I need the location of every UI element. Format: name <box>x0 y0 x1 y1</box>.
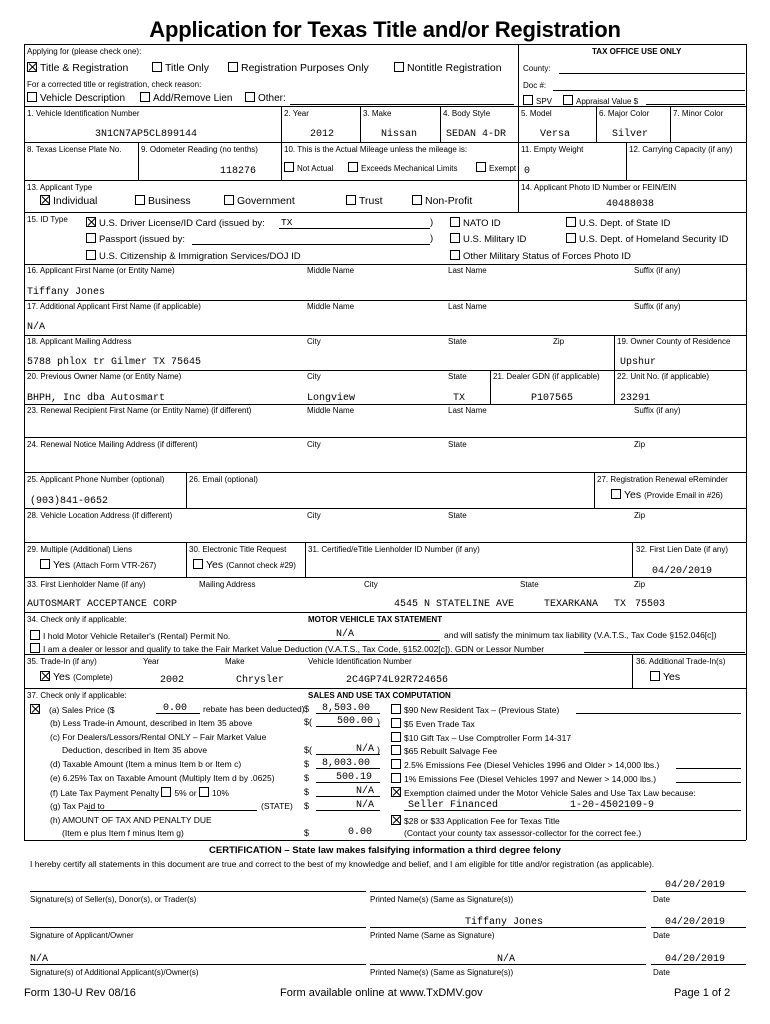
dollar-f: $ <box>304 787 310 797</box>
tax-paid-to-text: (g) Tax Paid to <box>50 801 105 811</box>
exceeds-option[interactable]: Exceeds Mechanical Limits <box>348 162 457 173</box>
new-resident-tax-option[interactable]: $90 New Resident Tax – (Previous State) <box>391 704 559 715</box>
fair-market-value-value[interactable]: N/A <box>356 744 375 755</box>
exemption-number-value[interactable]: 1-20-4502109-9 <box>570 800 655 811</box>
date-3-value[interactable]: 04/20/2019 <box>665 954 726 965</box>
checkbox-icon <box>450 250 460 260</box>
state-label: State <box>448 337 467 346</box>
checkbox-icon <box>348 162 358 172</box>
photo-id-label: 14. Applicant Photo ID Number or FEIN/EIN <box>521 183 677 192</box>
trade-in-yes-option[interactable]: Yes (Complete) <box>40 671 113 683</box>
trade-in-year-value[interactable]: 2002 <box>160 675 185 686</box>
trade-in-make-value[interactable]: Chrysler <box>236 675 285 686</box>
fair-market-value-text: (c) For Dealers/Lessors/Rental ONLY – Fair Market Value <box>50 732 267 742</box>
unit-no-value[interactable]: 23291 <box>620 393 651 404</box>
taxable-amount-text: (d) Taxable Amount (Item a minus Item b or Item c) <box>50 759 242 769</box>
empty-weight-label: 11. Empty Weight <box>521 145 584 154</box>
other-military-option[interactable]: Other Military Status of Forces Photo ID <box>450 250 631 262</box>
tax-paid-value[interactable]: N/A <box>356 800 375 811</box>
previous-owner-state-value[interactable]: TX <box>453 393 466 404</box>
dollar-e: $ <box>304 773 310 783</box>
dl-close-paren: ) <box>430 217 434 228</box>
tax-office-header: TAX OFFICE USE ONLY <box>592 47 682 56</box>
minor-color-label: 7. Minor Color <box>673 109 724 118</box>
checkbox-icon <box>30 630 40 640</box>
sales-price-value[interactable]: 8,503.00 <box>322 703 371 714</box>
appraisal-option[interactable]: Appraisal Value $ <box>563 95 638 106</box>
lienholder-state-label: State <box>520 580 539 589</box>
lienholder-value[interactable]: AUTOSMART ACCEPTANCE CORP <box>27 599 178 610</box>
dollar-c: $( <box>304 745 313 755</box>
tax-office-doc: Doc #: <box>523 81 547 90</box>
form-number: Form 130-U Rev 08/16 <box>24 987 136 999</box>
renewal-city-label: City <box>307 440 321 449</box>
location-zip-label: Zip <box>634 511 646 520</box>
nontitle-registration-option[interactable]: Nontitle Registration <box>394 62 502 74</box>
tax-value[interactable]: 500.19 <box>336 772 373 783</box>
checkbox-icon <box>228 62 238 72</box>
nonprofit-option[interactable]: Non-Profit <box>412 195 472 207</box>
exemption-reason-value[interactable]: Seller Financed <box>408 800 499 811</box>
applicant-printed-label: Printed Name (Same as Signature) <box>370 931 495 940</box>
last-name-label: Last Name <box>448 266 487 275</box>
rparen-c: ) <box>377 745 380 755</box>
year-label: 2. Year <box>284 109 309 118</box>
checkbox-icon <box>135 195 145 205</box>
first-lien-date-value[interactable]: 04/20/2019 <box>652 566 713 577</box>
tax-paid-state-label: (STATE) <box>261 801 293 811</box>
previous-owner-city-label: City <box>307 372 321 381</box>
first-lien-date-label: 32. First Lien Date (if any) <box>636 545 729 554</box>
city-label: City <box>307 337 321 346</box>
trade-in-make-label: Make <box>225 657 245 666</box>
odometer-value[interactable]: 118276 <box>220 166 257 177</box>
vin-value[interactable]: 3N1CN7AP5CL899144 <box>95 129 198 140</box>
first-name-label: 16. Applicant First Name (or Entity Name) <box>27 266 175 275</box>
tax-on-taxable-text: (e) 6.25% Tax on Taxable Amount (Multiply Item d by .0625) <box>50 773 275 783</box>
checkbox-icon <box>284 162 294 172</box>
checkbox-icon <box>391 732 401 742</box>
year-value[interactable]: 2012 <box>310 129 335 140</box>
checkbox-icon <box>30 643 40 653</box>
lienholder-label: 33. First Lienholder Name (if any) <box>27 580 146 589</box>
checkbox-icon <box>450 233 460 243</box>
amount-due-value[interactable]: 0.00 <box>348 827 373 838</box>
multiple-liens-yes-option[interactable]: Yes (Attach Form VTR-267) <box>40 559 156 571</box>
model-label: 5. Model <box>521 109 552 118</box>
rparen-b: ) <box>377 717 380 727</box>
dealer-gdn-value[interactable]: P107565 <box>531 393 574 404</box>
body-style-label: 4. Body Style <box>443 109 491 118</box>
checkbox-icon <box>86 250 96 260</box>
lienholder-zip-value[interactable]: 75503 <box>635 599 666 610</box>
checkbox-icon <box>391 704 401 714</box>
checked-checkbox-icon <box>86 217 96 227</box>
electronic-title-yes-option[interactable]: Yes (Cannot check #29) <box>193 559 296 571</box>
rebate-value[interactable]: 0.00 <box>163 703 188 714</box>
trade-in-label: 35. Trade-In (if any) <box>27 657 97 666</box>
lienholder-city-label: City <box>364 580 378 589</box>
id-type-label: 15. ID Type <box>27 215 68 224</box>
even-trade-tax-option[interactable]: $5 Even Trade Tax <box>391 718 475 729</box>
retailer-permit-option[interactable]: I hold Motor Vehicle Retailer's (Rental) Permit No. <box>30 630 230 641</box>
exemption-option[interactable]: Exemption claimed under the Motor Vehicle Sales and Use Tax Law because: <box>391 787 696 798</box>
exempt-option[interactable]: Exempt <box>476 162 516 173</box>
citizenship-option[interactable]: U.S. Citizenship & Immigration Services/DOJ ID <box>86 250 301 262</box>
sales-price-option[interactable]: (a) Sales Price ($ <box>30 704 115 715</box>
last-name-label-2: Last Name <box>448 302 487 311</box>
sales-check-label: 37. Check only if applicable: <box>27 691 127 700</box>
amount-due-formula-text: (Item e plus Item f minus Item g) <box>62 828 184 838</box>
zip-label: Zip <box>553 337 565 346</box>
dl-option[interactable]: U.S. Driver License/ID Card (issued by: <box>86 217 265 229</box>
vehicle-location-label: 28. Vehicle Location Address (if different) <box>27 511 173 520</box>
vin-label: 1. Vehicle Identification Number <box>27 109 140 118</box>
checkbox-icon <box>391 759 401 769</box>
page-number: Page 1 of 2 <box>674 987 731 999</box>
multiple-liens-label: 29. Multiple (Additional) Liens <box>27 545 132 554</box>
registration-purposes-option[interactable]: Registration Purposes Only <box>228 62 369 74</box>
lienholder-address-value[interactable]: 4545 N STATELINE AVE <box>394 599 515 610</box>
checkbox-icon[interactable] <box>161 787 171 797</box>
additional-signature-label: Signature(s) of Additional Applicant(s)/Owner(s) <box>30 968 199 977</box>
amount-due-text: (h) AMOUNT OF TAX AND PENALTY DUE <box>50 815 212 825</box>
checked-checkbox-icon <box>391 787 401 797</box>
phone-label: 25. Applicant Phone Number (optional) <box>27 475 165 484</box>
gift-tax-option[interactable]: $10 Gift Tax – Use Comptroller Form 14-317 <box>391 732 571 743</box>
checkbox-icon <box>391 745 401 755</box>
unit-no-label: 22. Unit No. (if applicable) <box>617 372 710 381</box>
photo-id-value[interactable]: 40488038 <box>606 199 655 210</box>
dealer-lessor-option[interactable]: I am a dealer or lessor and qualify to take the Fair Market Value Deduction (V.A.T.S., Tax Code, §152.002[c]). GDN or Lessor Number <box>30 643 544 654</box>
checkbox-icon <box>140 92 150 102</box>
suffix-label-2: Suffix (if any) <box>634 302 681 311</box>
additional-applicant-label: 17. Additional Applicant First Name (if applicable) <box>27 302 201 311</box>
renewal-last-name-label: Last Name <box>448 406 487 415</box>
checkbox-icon <box>224 195 234 205</box>
date-3-label: Date <box>653 968 670 977</box>
taxable-amount-value[interactable]: 8,003.00 <box>322 758 371 769</box>
renewal-zip-label: Zip <box>634 440 646 449</box>
lienholder-mailing-label: Mailing Address <box>199 580 256 589</box>
checkbox-icon[interactable] <box>199 787 209 797</box>
late-penalty-value[interactable]: N/A <box>356 786 375 797</box>
homeland-option[interactable]: U.S. Dept. of Homeland Security ID <box>566 233 728 245</box>
state-dept-option[interactable]: U.S. Dept. of State ID <box>566 217 670 229</box>
rebuilt-salvage-option[interactable]: $65 Rebuilt Salvage Fee <box>391 745 497 756</box>
additional-signature-value[interactable]: N/A <box>30 954 49 965</box>
model-value[interactable]: Versa <box>540 129 571 140</box>
vehicle-description-option[interactable]: Vehicle Description <box>27 92 125 104</box>
minimum-tax-text: and will satisfy the minimum tax liability (V.A.T.S., Tax Code §152.046[c]) <box>444 630 717 640</box>
business-option[interactable]: Business <box>135 195 191 207</box>
motor-vehicle-tax-statement-header: MOTOR VEHICLE TAX STATEMENT <box>308 615 443 624</box>
title-only-option[interactable]: Title Only <box>152 62 209 74</box>
late-penalty-text: (f) Late Tax Payment Penalty 5% or 10% <box>50 788 229 798</box>
tax-office-county: County: <box>523 64 551 73</box>
passport-close-paren: ) <box>430 233 434 244</box>
make-value[interactable]: Nissan <box>381 129 418 140</box>
additional-trade-in-yes-option[interactable]: Yes <box>650 671 680 683</box>
trade-in-vin-value[interactable]: 2C4GP74L92R724656 <box>346 675 449 686</box>
emissions-older-option[interactable]: 2.5% Emissions Fee (Diesel Vehicles 1996 and Older > 14,000 lbs.) <box>391 759 659 770</box>
spv-option[interactable]: SPV <box>523 95 552 106</box>
checkbox-icon <box>394 62 404 72</box>
check-applicable-label: 34. Check only if applicable: <box>27 615 127 624</box>
other-option[interactable]: Other: <box>245 92 286 104</box>
applicant-type-label: 13. Applicant Type <box>27 183 93 192</box>
checkbox-icon <box>566 233 576 243</box>
odometer-label: 9. Odometer Reading (no tenths) <box>141 145 258 154</box>
lienholder-state-value[interactable]: TX <box>614 599 627 610</box>
checkbox-icon <box>563 95 573 105</box>
less-trade-in-text: (b) Less Trade-in Amount, described in Item 35 above <box>50 718 253 728</box>
dl-state-value[interactable]: TX <box>281 217 293 228</box>
previous-owner-state-label: State <box>448 372 467 381</box>
middle-name-label-2: Middle Name <box>307 302 355 311</box>
checkbox-icon <box>412 195 422 205</box>
suffix-label: Suffix (if any) <box>634 266 681 275</box>
checkbox-icon <box>86 233 96 243</box>
applicant-printed-value[interactable]: Tiffany Jones <box>465 917 544 928</box>
location-city-label: City <box>307 511 321 520</box>
government-option[interactable]: Government <box>224 195 295 207</box>
nato-option[interactable]: NATO ID <box>450 217 501 229</box>
email-label: 26. Email (optional) <box>189 475 258 484</box>
applicant-signature-label: Signature of Applicant/Owner <box>30 931 134 940</box>
major-color-label: 6. Major Color <box>599 109 650 118</box>
checkbox-icon <box>391 773 401 783</box>
renewal-recipient-label: 23. Renewal Recipient First Name (or Entity Name) (if different) <box>27 406 252 415</box>
lienholder-city-value[interactable]: TEXARKANA <box>544 599 599 610</box>
major-color-value[interactable]: Silver <box>612 129 649 140</box>
application-fee-option[interactable]: $28 or $33 Application Fee for Texas Title <box>391 815 560 826</box>
emissions-newer-option[interactable]: 1% Emissions Fee (Diesel Vehicles 1997 and Newer > 14,000 lbs.) <box>391 773 656 784</box>
checkbox-icon <box>40 559 50 569</box>
phone-value[interactable]: (903)841-0652 <box>30 496 109 507</box>
checkbox-icon <box>476 162 486 172</box>
checked-checkbox-icon <box>391 815 401 825</box>
military-option[interactable]: U.S. Military ID <box>450 233 526 245</box>
county-residence-label: 19. Owner County of Residence <box>617 337 731 346</box>
mailing-address-value[interactable]: 5788 phlox tr Gilmer TX 75645 <box>27 357 202 368</box>
date-2-value[interactable]: 04/20/2019 <box>665 917 726 928</box>
trade-in-year-label: Year <box>143 657 160 666</box>
renewal-middle-name-label: Middle Name <box>307 406 355 415</box>
date-2-label: Date <box>653 931 670 940</box>
additional-trade-in-label: 36. Additional Trade-In(s) <box>636 657 726 666</box>
contact-county-text: (Contact your county tax assessor-collector for the correct fee.) <box>404 828 642 838</box>
certification-header: CERTIFICATION – State law makes falsifying information a third degree felony <box>209 845 561 856</box>
individual-option[interactable]: Individual <box>40 195 97 207</box>
checkbox-icon <box>391 718 401 728</box>
dollar-d: $ <box>304 759 310 769</box>
checkbox-icon <box>245 92 255 102</box>
title-registration-option[interactable]: Title & Registration <box>27 62 128 74</box>
dollar-b: $( <box>304 717 313 727</box>
additional-applicant-value[interactable]: N/A <box>27 322 46 333</box>
checkbox-icon <box>650 671 660 681</box>
dollar-g: $ <box>304 801 310 811</box>
body-style-value[interactable]: SEDAN 4-DR <box>446 129 507 140</box>
trust-option[interactable]: Trust <box>346 195 383 207</box>
certification-text: I hereby certify all statements in this document are true and correct to the best of my knowledge and belief, and I am eligible for title and/or registration (as applicable). <box>30 859 655 869</box>
dollar-a: $ <box>304 704 310 714</box>
checkbox-icon <box>523 95 533 105</box>
previous-owner-value[interactable]: BHPH, Inc dba Autosmart <box>27 393 166 404</box>
checkbox-icon <box>611 489 621 499</box>
renewal-notice-label: 24. Renewal Notice Mailing Address (if different) <box>27 440 198 449</box>
electronic-title-label: 30. Electronic Title Request <box>189 545 287 554</box>
mailing-address-label: 18. Applicant Mailing Address <box>27 337 132 346</box>
page-title: Application for Texas Title and/or Registration <box>149 17 621 42</box>
middle-name-label: Middle Name <box>307 266 355 275</box>
renewal-state-label: State <box>448 440 467 449</box>
previous-owner-city-value[interactable]: Longview <box>307 393 356 404</box>
not-actual-option[interactable]: Not Actual <box>284 162 333 173</box>
renewal-suffix-label: Suffix (if any) <box>634 406 681 415</box>
plate-label: 8. Texas License Plate No. <box>27 145 122 154</box>
checkbox-icon <box>346 195 356 205</box>
add-remove-lien-option[interactable]: Add/Remove Lien <box>140 92 233 104</box>
date-1-value[interactable]: 04/20/2019 <box>665 880 726 891</box>
carrying-capacity-label: 12. Carrying Capacity (if any) <box>629 145 733 154</box>
additional-printed-value[interactable]: N/A <box>497 954 516 965</box>
empty-weight-value[interactable]: 0 <box>524 166 531 177</box>
sales-tax-header: SALES AND USE TAX COMPUTATION <box>308 691 451 700</box>
checkbox-icon <box>152 62 162 72</box>
ereminder-yes-option[interactable]: Yes (Provide Email in #26) <box>611 489 723 501</box>
trade-in-vin-label: Vehicle Identification Number <box>308 657 412 666</box>
seller-signature-label: Signature(s) of Seller(s), Donor(s), or Trader(s) <box>30 895 197 904</box>
checked-checkbox-icon <box>40 195 50 205</box>
first-name-value[interactable]: Tiffany Jones <box>27 287 106 298</box>
mileage-label: 10. This is the Actual Mileage unless the mileage is: <box>284 145 468 154</box>
county-residence-value[interactable]: Upshur <box>620 357 657 368</box>
checkbox-icon <box>450 217 460 227</box>
make-label: 3. Make <box>363 109 392 118</box>
checkbox-icon <box>193 559 203 569</box>
trade-in-amount-value[interactable]: 500.00 <box>337 716 374 727</box>
ereminder-label: 27. Registration Renewal eReminder <box>597 475 728 484</box>
checked-checkbox-icon <box>30 704 40 714</box>
applying-label: Applying for (please check one): <box>27 47 142 56</box>
previous-owner-label: 20. Previous Owner Name (or Entity Name) <box>27 372 182 381</box>
online-link-text: Form available online at www.TxDMV.gov <box>280 987 483 999</box>
lienholder-zip-label: Zip <box>634 580 646 589</box>
permit-value[interactable]: N/A <box>336 629 355 640</box>
checkbox-icon <box>566 217 576 227</box>
checked-checkbox-icon <box>27 62 37 72</box>
checkbox-icon <box>27 92 37 102</box>
dollar-h: $ <box>304 828 310 838</box>
seller-printed-label: Printed Name(s) (Same as Signature(s)) <box>370 895 514 904</box>
additional-printed-label: Printed Name(s) (Same as Signature(s)) <box>370 968 514 977</box>
corrected-label: For a corrected title or registration, check reason: <box>27 80 202 89</box>
dealer-gdn-label: 21. Dealer GDN (if applicable) <box>493 372 600 381</box>
rebate-deducted-text: rebate has been deducted) <box>203 704 305 714</box>
passport-option[interactable]: Passport (issued by: <box>86 233 185 245</box>
checked-checkbox-icon <box>40 671 50 681</box>
certified-lienholder-label: 31. Certified/eTitle Lienholder ID Number (if any) <box>308 545 480 554</box>
deduction-text: Deduction, described in Item 35 above <box>62 745 208 755</box>
date-1-label: Date <box>653 895 670 904</box>
location-state-label: State <box>448 511 467 520</box>
